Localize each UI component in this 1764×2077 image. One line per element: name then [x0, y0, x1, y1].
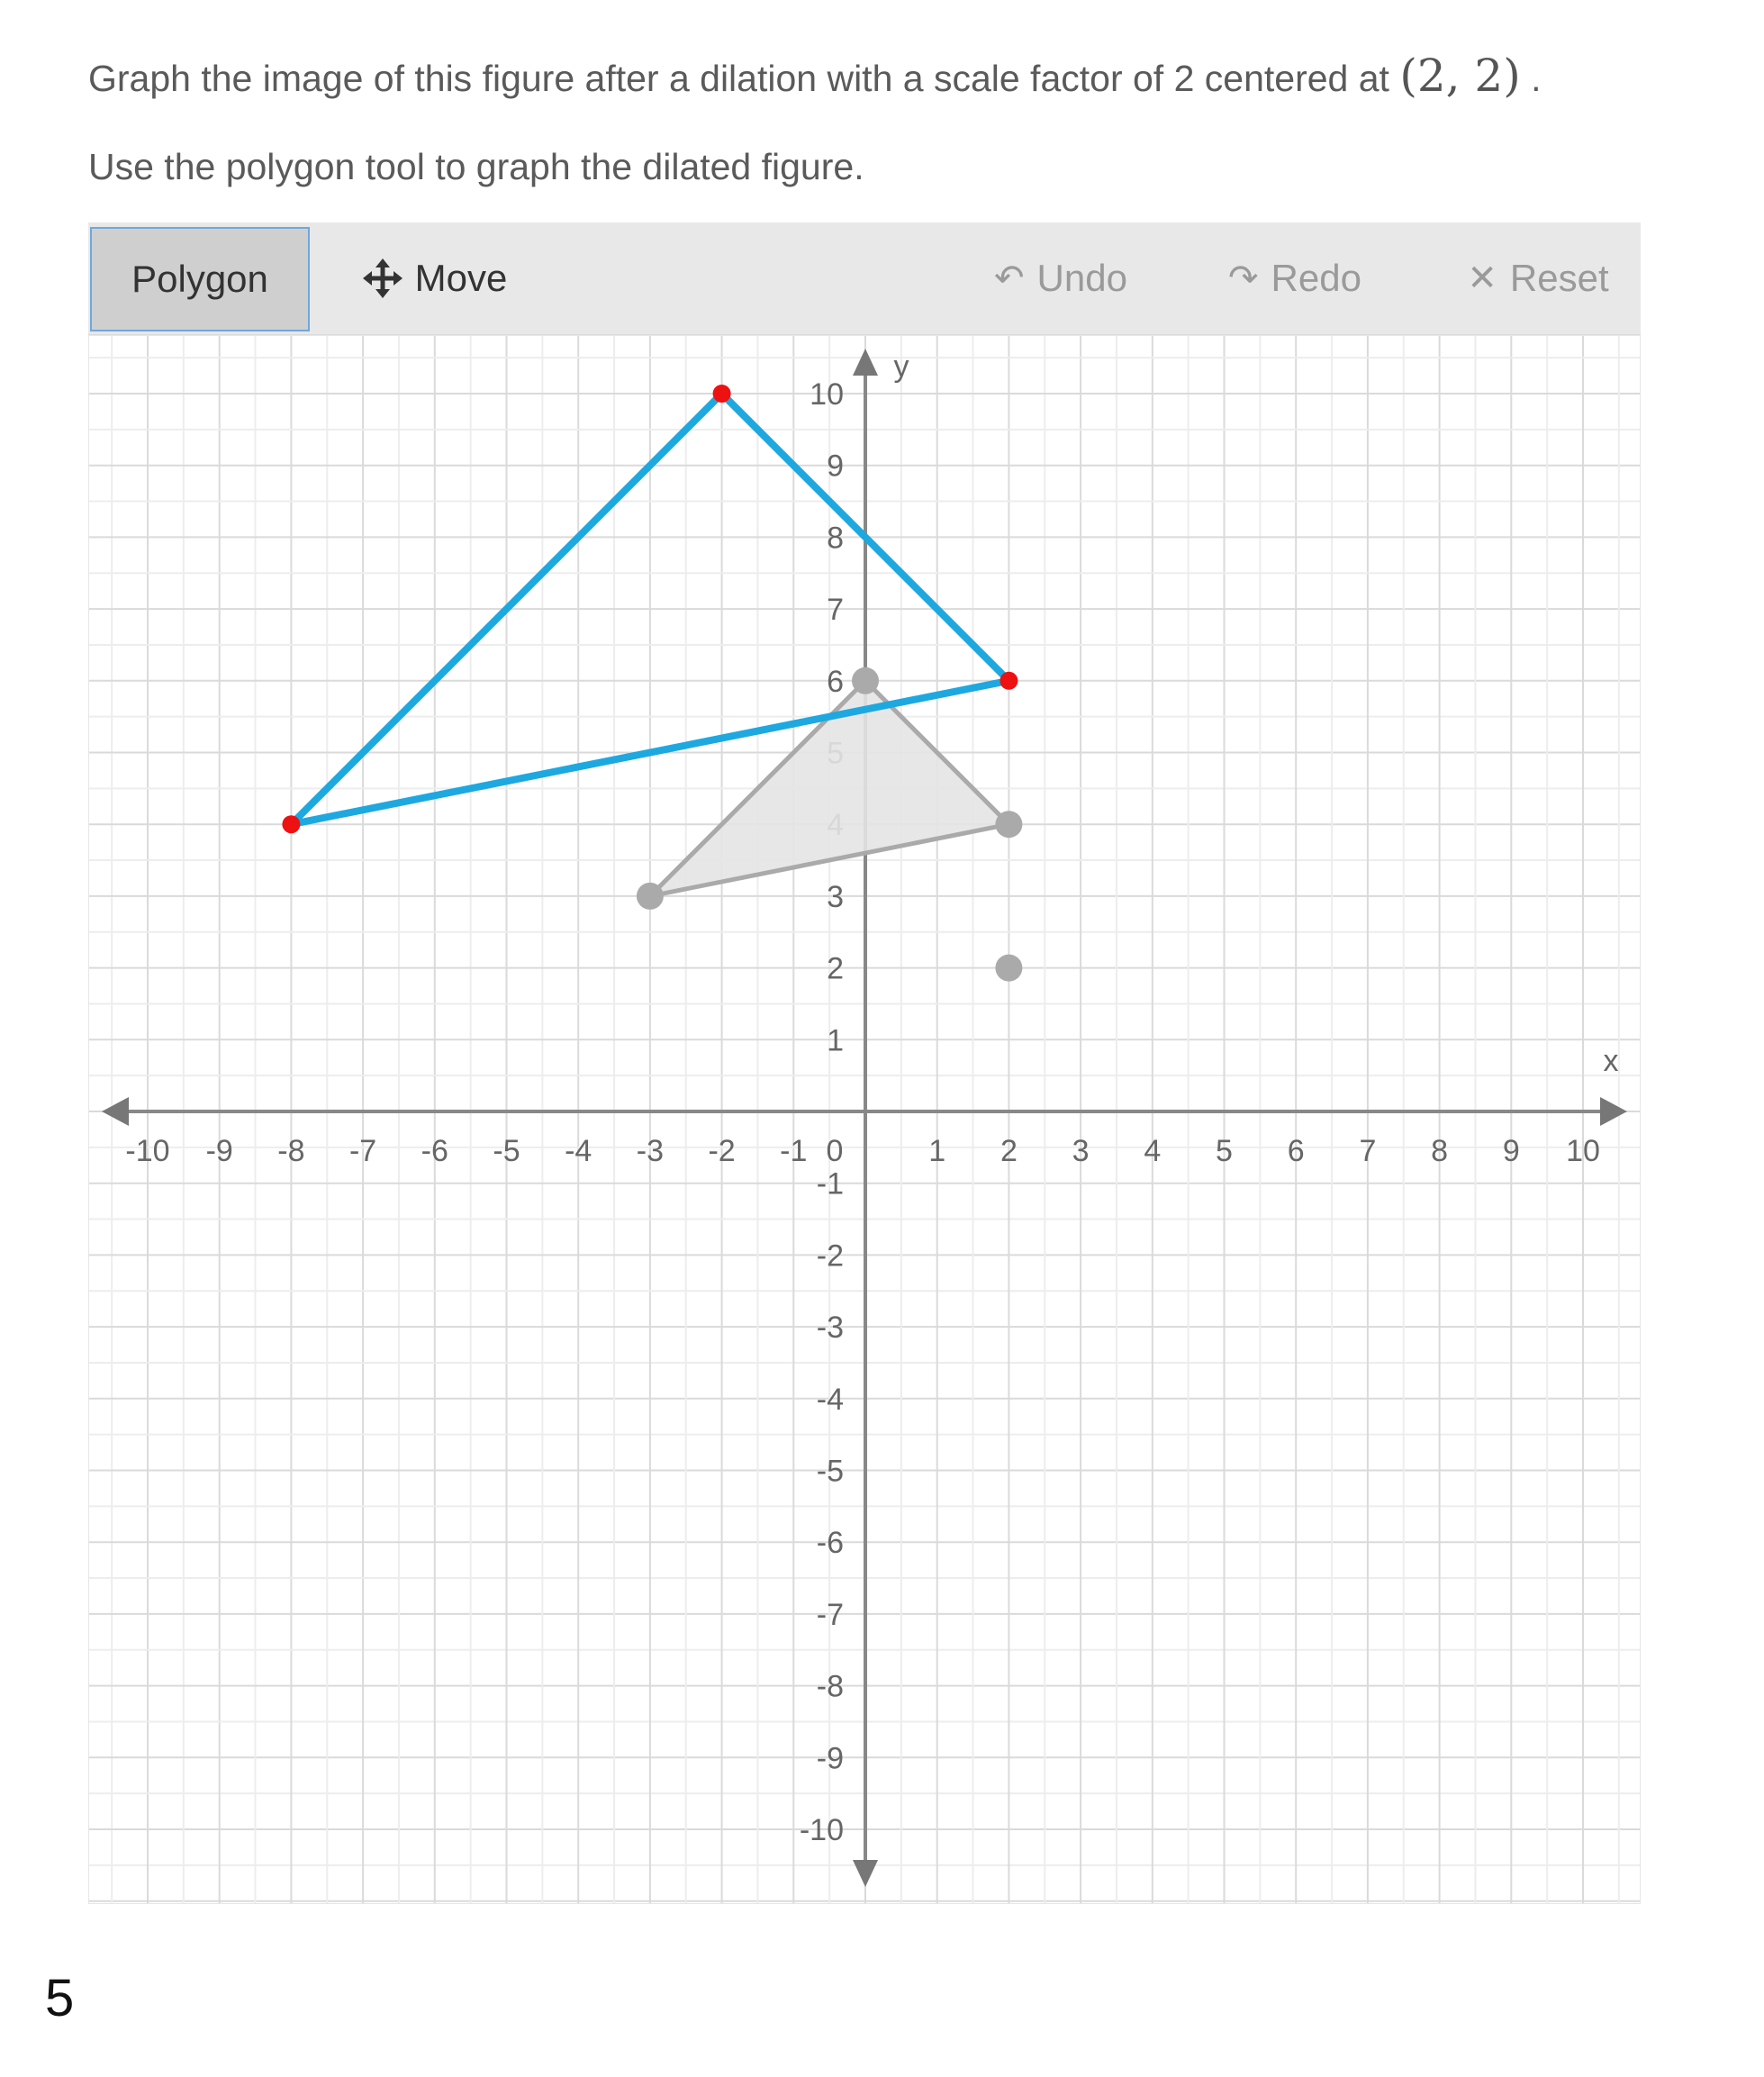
coordinate-graph[interactable] — [88, 335, 1641, 1904]
move-label: Move — [414, 257, 508, 299]
x-tick-label: 10 — [1566, 1134, 1600, 1168]
reset-button[interactable] — [1448, 222, 1628, 334]
y-tick-label: -2 — [816, 1238, 844, 1274]
move-arrows-icon — [363, 258, 403, 298]
redo-button[interactable] — [1205, 222, 1385, 334]
y-tick-label: -4 — [816, 1382, 844, 1417]
x-tick-label: 1 — [928, 1134, 946, 1168]
y-tick-label: 2 — [827, 951, 844, 986]
undo-button[interactable] — [971, 222, 1151, 334]
x-tick-label: -2 — [708, 1134, 736, 1168]
x-tick-label: -6 — [421, 1134, 448, 1168]
y-tick-label: -7 — [816, 1597, 844, 1632]
y-tick-label: -1 — [816, 1166, 844, 1202]
x-tick-label: -10 — [125, 1134, 170, 1168]
original-vertex-point — [852, 667, 879, 694]
x-tick-label: -1 — [780, 1134, 808, 1168]
move-tool-button[interactable] — [322, 222, 547, 334]
x-tick-label: 5 — [1216, 1134, 1233, 1168]
x-tick-label: -9 — [205, 1134, 233, 1168]
x-tick-label: 8 — [1431, 1134, 1449, 1168]
x-tick-label: 3 — [1072, 1134, 1090, 1168]
prompt-text: Graph the image of this figure after a dilation with a scale factor of 2 centered at — [88, 58, 1400, 99]
graph-canvas[interactable] — [89, 336, 1640, 1903]
instruction-text: Use the polygon tool to graph the dilated figure. — [88, 146, 864, 187]
y-tick-label: 10 — [810, 377, 844, 412]
page-number: 5 — [45, 1969, 75, 2027]
y-axis-label: y — [893, 349, 909, 384]
redo-arrow-icon: ↷ — [1228, 258, 1259, 298]
reset-label: Reset — [1509, 257, 1609, 299]
graph-toolbar — [88, 222, 1641, 335]
x-axis-left-arrow — [102, 1097, 129, 1126]
x-tick-label: -4 — [565, 1134, 593, 1168]
x-axis-label: x — [1603, 1044, 1619, 1078]
y-tick-label: -6 — [816, 1526, 844, 1561]
undo-arrow-icon: ↶ — [994, 258, 1025, 298]
original-vertex-point — [995, 811, 1022, 838]
y-tick-label: -5 — [816, 1454, 844, 1489]
undo-label: Undo — [1036, 257, 1127, 299]
y-tick-label: 7 — [827, 593, 844, 628]
dilation-center-point — [995, 955, 1022, 982]
polygon-tool-button[interactable] — [90, 227, 310, 331]
question-prompt — [88, 50, 1542, 102]
x-tick-label: 2 — [1000, 1134, 1018, 1168]
prompt-end: . — [1520, 58, 1542, 99]
y-tick-label: 3 — [827, 879, 844, 914]
polygon-label: Polygon — [131, 258, 268, 300]
y-axis-down-arrow — [853, 1860, 878, 1887]
x-tick-label: 0 — [826, 1134, 844, 1168]
close-icon: ✕ — [1467, 258, 1497, 298]
x-tick-label: 4 — [1144, 1134, 1162, 1168]
original-vertex-point — [637, 883, 664, 910]
y-tick-label: 6 — [827, 664, 844, 699]
y-tick-label: 1 — [827, 1023, 844, 1058]
x-tick-label: 9 — [1502, 1134, 1520, 1168]
x-tick-label: -5 — [493, 1134, 520, 1168]
x-tick-label: 7 — [1359, 1134, 1377, 1168]
y-axis-up-arrow — [853, 349, 878, 376]
dilated-vertex-point[interactable] — [1000, 672, 1018, 690]
redo-label: Redo — [1271, 257, 1361, 299]
y-tick-label: -10 — [799, 1813, 844, 1847]
y-tick-label: -8 — [816, 1669, 844, 1704]
y-tick-label: 9 — [827, 449, 844, 484]
dilated-vertex-point[interactable] — [282, 815, 300, 833]
x-axis-right-arrow — [1600, 1097, 1627, 1126]
x-tick-label: -8 — [277, 1134, 305, 1168]
y-tick-label: -3 — [816, 1311, 844, 1346]
dilated-vertex-point[interactable] — [713, 385, 731, 403]
y-tick-label: -9 — [816, 1741, 844, 1776]
x-tick-label: -7 — [348, 1134, 377, 1168]
x-tick-label: -3 — [636, 1134, 665, 1168]
center-point-math: (2, 2) — [1399, 50, 1521, 102]
y-tick-label: 8 — [827, 521, 844, 556]
x-tick-label: 6 — [1287, 1134, 1305, 1168]
